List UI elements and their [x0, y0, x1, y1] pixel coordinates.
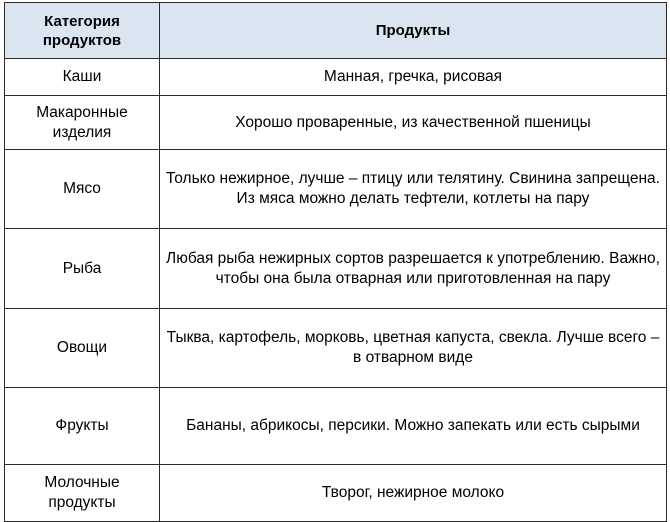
category-cell: Мясо	[5, 150, 160, 229]
products-cell: Манная, гречка, рисовая	[160, 59, 667, 96]
table-row	[5, 229, 667, 309]
table-row	[5, 59, 667, 96]
header-products: Продукты	[160, 3, 667, 59]
products-cell: Только нежирное, лучше – птицу или телятину. Свинина запрещена. Из мяса можно делать тефтели, котлеты на пару	[160, 150, 667, 229]
table-row	[5, 388, 667, 465]
table-row	[5, 96, 667, 150]
products-cell: Тыква, картофель, морковь, цветная капуста, свекла. Лучше всего – в отварном виде	[160, 309, 667, 388]
products-cell: Творог, нежирное молоко	[160, 465, 667, 522]
header-category: Категория продуктов	[5, 3, 160, 59]
category-cell: Макаронные изделия	[5, 96, 160, 150]
category-cell: Фрукты	[5, 388, 160, 465]
products-cell: Хорошо проваренные, из качественной пшеницы	[160, 96, 667, 150]
category-cell: Молочные продукты	[5, 465, 160, 522]
category-cell: Каши	[5, 59, 160, 96]
table-row	[5, 309, 667, 388]
products-cell: Любая рыба нежирных сортов разрешается к употреблению. Важно, чтобы она была отварная или приготовленная на пару	[160, 229, 667, 309]
table-row	[5, 150, 667, 229]
table-row	[5, 465, 667, 522]
category-cell: Рыба	[5, 229, 160, 309]
table-header-row	[5, 3, 667, 59]
products-table	[4, 2, 667, 522]
category-cell: Овощи	[5, 309, 160, 388]
products-cell: Бананы, абрикосы, персики. Можно запекать или есть сырыми	[160, 388, 667, 465]
